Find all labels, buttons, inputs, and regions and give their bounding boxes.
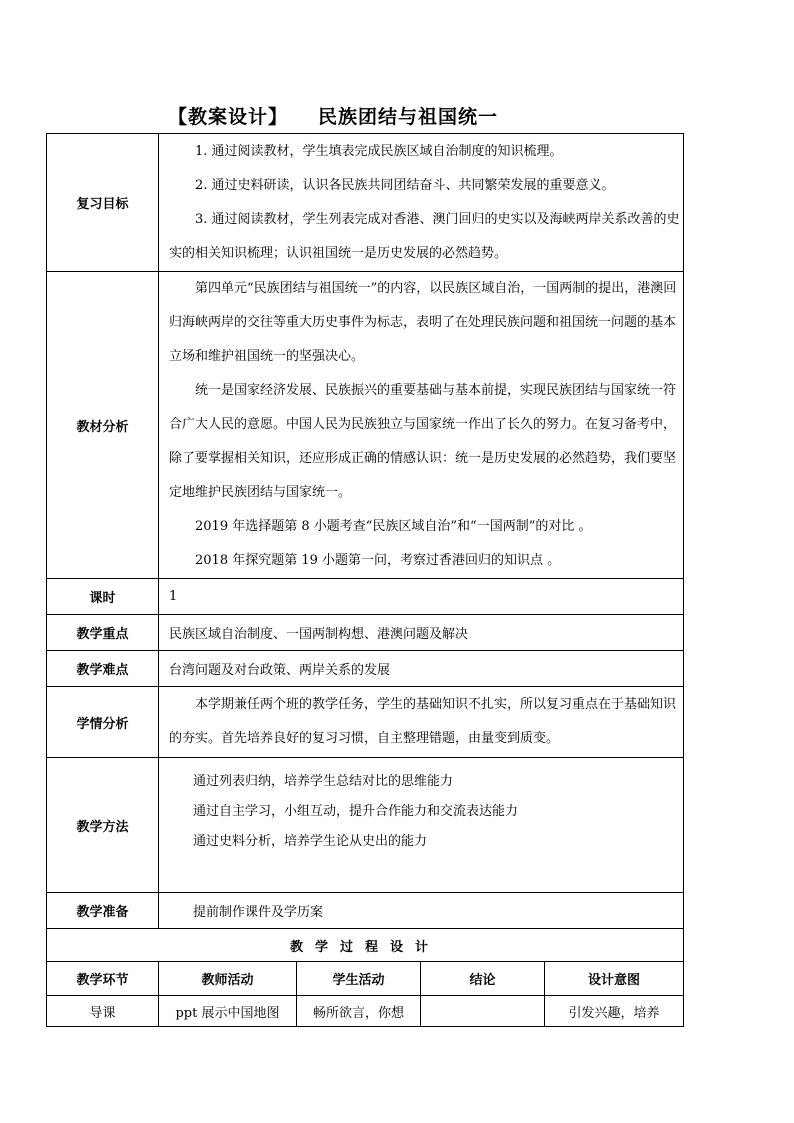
process-cell-teacher: ppt 展示中国地图 — [159, 996, 297, 1027]
header-student-activity: 学生活动 — [297, 962, 421, 996]
method-item: 通过自主学习，小组互动，提升合作能力和交流表达能力 — [193, 804, 519, 819]
label-review-goal: 复习目标 — [47, 134, 159, 272]
row-learner-analysis — [47, 687, 684, 758]
label-teaching-methods: 教学方法 — [47, 758, 159, 893]
teaching-focus-value: 民族区域自治制度、一国两制构想、港澳问题及解决 — [159, 615, 684, 651]
label-learner-analysis: 学情分析 — [47, 687, 159, 758]
analysis-paragraph: 统一是国家经济发展、民族振兴的重要基础与基本前提，实现民族团结与国家统一符合广大人民的意愿。中国人民为民族独立与国家统一作出了长久的努力。在复习备考中，除了要掌握相关知识，还应形成正确的情感认识：统一是历史发展的必然趋势，我们要坚定地维护民族团结与国家统一。 — [169, 383, 677, 500]
row-material-analysis — [47, 272, 684, 579]
class-hours-value: 1 — [159, 579, 684, 615]
process-cell-stage: 导课 — [47, 996, 159, 1027]
process-cell-student: 畅所欲言，你想 — [297, 996, 421, 1027]
row-teaching-prep — [47, 893, 684, 929]
analysis-paragraph: 第四单元“民族团结与祖国统一”的内容，以民族区域自治，一国两制的提出，港澳回归海峡两岸的交往等重大历史事件为标志，表明了在处理民族问题和祖国统一问题的基本立场和维护祖国统一的坚强决心。 — [169, 281, 677, 364]
title-topic: 民族团结与祖国统一 — [318, 106, 499, 128]
goal-item: 3. 通过阅读教材，学生列表完成对香港、澳门回归的史实以及海峡两岸关系改善的史实的相关知识梳理；认识祖国统一是历史发展的必然趋势。 — [169, 211, 680, 261]
lesson-plan-table — [46, 133, 684, 1027]
row-teaching-focus — [47, 615, 684, 651]
teaching-methods-content — [159, 758, 684, 893]
review-goal-content — [159, 134, 684, 272]
material-analysis-content — [159, 272, 684, 579]
process-row — [47, 996, 684, 1027]
header-stage: 教学环节 — [47, 962, 159, 996]
method-item: 通过史料分析，培养学生论从史出的能力 — [193, 834, 428, 849]
teaching-prep-cell — [159, 893, 684, 929]
title-bracket: 【教案设计】 — [168, 106, 289, 128]
learner-analysis-text: 本学期兼任两个班的教学任务，学生的基础知识不扎实，所以复习重点在于基础知识的夯实。首先培养良好的复习习惯，自主整理错题，由量变到质变。 — [169, 697, 677, 746]
header-conclusion: 结论 — [421, 962, 545, 996]
process-header-row — [47, 962, 684, 996]
header-teacher-activity: 教师活动 — [159, 962, 297, 996]
goal-item: 1. 通过阅读教材，学生填表完成民族区域自治制度的知识梳理。 — [195, 143, 563, 159]
row-teaching-difficulty — [47, 651, 684, 687]
label-class-hours: 课时 — [47, 579, 159, 615]
learner-analysis-cell — [159, 687, 684, 758]
teaching-difficulty-value: 台湾问题及对台政策、两岸关系的发展 — [159, 651, 684, 687]
analysis-paragraph: 2019 年选择题第 8 小题考查“民族区域自治”和“一国两制”的对比 。 — [195, 519, 592, 534]
row-process-title — [47, 929, 684, 962]
process-cell-conclusion — [421, 996, 545, 1027]
document-title — [0, 100, 794, 130]
label-material-analysis: 教材分析 — [47, 272, 159, 579]
process-cell-intent: 引发兴趣，培养 — [545, 996, 684, 1027]
goal-item: 2. 通过史料研读，认识各民族共同团结奋斗、共同繁荣发展的重要意义。 — [195, 177, 615, 193]
label-teaching-difficulty: 教学难点 — [47, 651, 159, 687]
teaching-prep-value: 提前制作课件及学历案 — [193, 905, 324, 920]
analysis-paragraph: 2018 年探究题第 19 小题第一问，考察过香港回归的知识点 。 — [195, 553, 561, 568]
header-design-intent: 设计意图 — [545, 962, 684, 996]
row-teaching-methods — [47, 758, 684, 893]
method-item: 通过列表归纳，培养学生总结对比的思维能力 — [193, 774, 454, 789]
process-title: 教学过程设计 — [47, 929, 684, 962]
row-class-hours — [47, 579, 684, 615]
row-review-goal — [47, 134, 684, 272]
label-teaching-focus: 教学重点 — [47, 615, 159, 651]
label-teaching-prep: 教学准备 — [47, 893, 159, 929]
